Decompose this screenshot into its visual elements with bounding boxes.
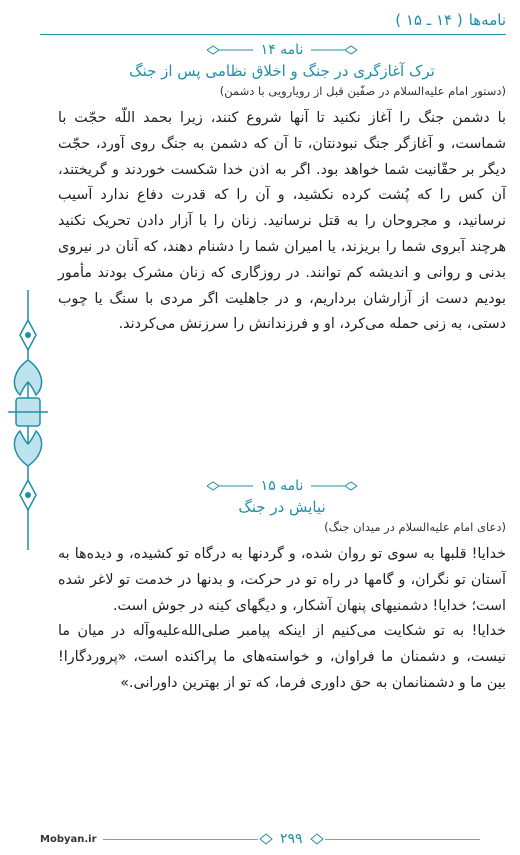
footer-ornament-icon xyxy=(258,833,274,845)
letter-14-subtitle: (دستور امام عليه‌السلام در صفّين قبل از رويارويی با دشمن) xyxy=(219,84,506,98)
letter-15-title: نيايش در جنگ xyxy=(238,498,326,516)
letter-15-paragraph-1: خدايا! قلبها به سوی تو روان شده، و گردنها به درگاه تو كشيده، و ديده‌ها به آستان تو نگران، و گامها در راه تو در حركت، و بدنها در خدمت تو لاغر شده است؛ خدايا! دشمنيهای پنهان آشكار، و ديگهای كينه در جوش است. xyxy=(58,546,506,614)
page-number: ۲۹۹ xyxy=(279,831,303,847)
ornament-right-icon xyxy=(311,481,357,491)
header-rule xyxy=(40,34,506,35)
footer-site: Mobyan.ir xyxy=(40,833,97,845)
ornament-right-icon xyxy=(311,45,357,55)
ornament-left-icon xyxy=(207,481,253,491)
footer-ornament-icon xyxy=(309,833,325,845)
footer-rule xyxy=(325,839,480,840)
letter-14-number: نامه ۱۴ xyxy=(260,42,304,58)
letter-15-heading xyxy=(58,478,506,494)
running-header xyxy=(40,8,506,32)
letter-15-subtitle: (دعای امام عليه‌السلام در ميدان جنگ) xyxy=(324,520,506,534)
letter-14-heading xyxy=(58,42,506,58)
letter-14-title: ترک آغازگری در جنگ و اخلاق نظامی پس از جنگ xyxy=(129,62,435,80)
footer-rule xyxy=(103,839,258,840)
letter-15-number: نامه ۱۵ xyxy=(260,478,304,494)
letter-14-section xyxy=(58,42,506,338)
letter-15-paragraph-2: خدايا! به تو شكايت می‌كنيم از اينكه پيامبر صلی‌الله‌عليه‌وآله در ميان ما نيست، و دشمنان ما فراوان، و خواسته‌های ما پراكنده است، «پروردگارا! بين ما و دشمنانمان به حق داوری فرما، كه تو از بهترين داورانی.» xyxy=(58,623,506,691)
header-letter-range: ( ۱۴ ـ ۱۵ ) xyxy=(395,11,463,29)
ornament-left-icon xyxy=(207,45,253,55)
letter-14-body: با دشمن جنگ را آغاز نكنيد تا آنها شروع كنند، زيرا بحمد اللّه حجّت با شماست، و آغازگر جنگ نبودنتان، تا آن كه دشمن به جنگ روی آورد، حجّت ديگر بر حقّانيت شما خواهد بود. اگر به اذن خدا شكست خوردند و گريختند، آن كس را كه پُشت كرده نكشيد، و آن را كه قدرت دفاع ندارد آسيب نرسانيد، و مجروحان را به قتل نرسانيد. زنان را با آزار دادن تحريک نكنيد هرچند آبروی شما را بريزند، يا اميران شما را دشنام دهند، كه آنان در نيروی بدنی و روانی و انديشه كم توانند. در روزگاری كه زنان مشرک بودند مأمور بوديم دست از آزارشان برداريم، و در جاهليت اگر مردی با سنگ يا چوب دستی، به زنی حمله می‌كرد، او و فرزندانش را سرزنش می‌كردند. xyxy=(58,110,506,333)
page-footer xyxy=(40,829,480,849)
header-book-title: نامه‌ها xyxy=(468,11,506,29)
side-ornament-icon xyxy=(6,290,50,550)
letter-15-section xyxy=(58,478,506,697)
